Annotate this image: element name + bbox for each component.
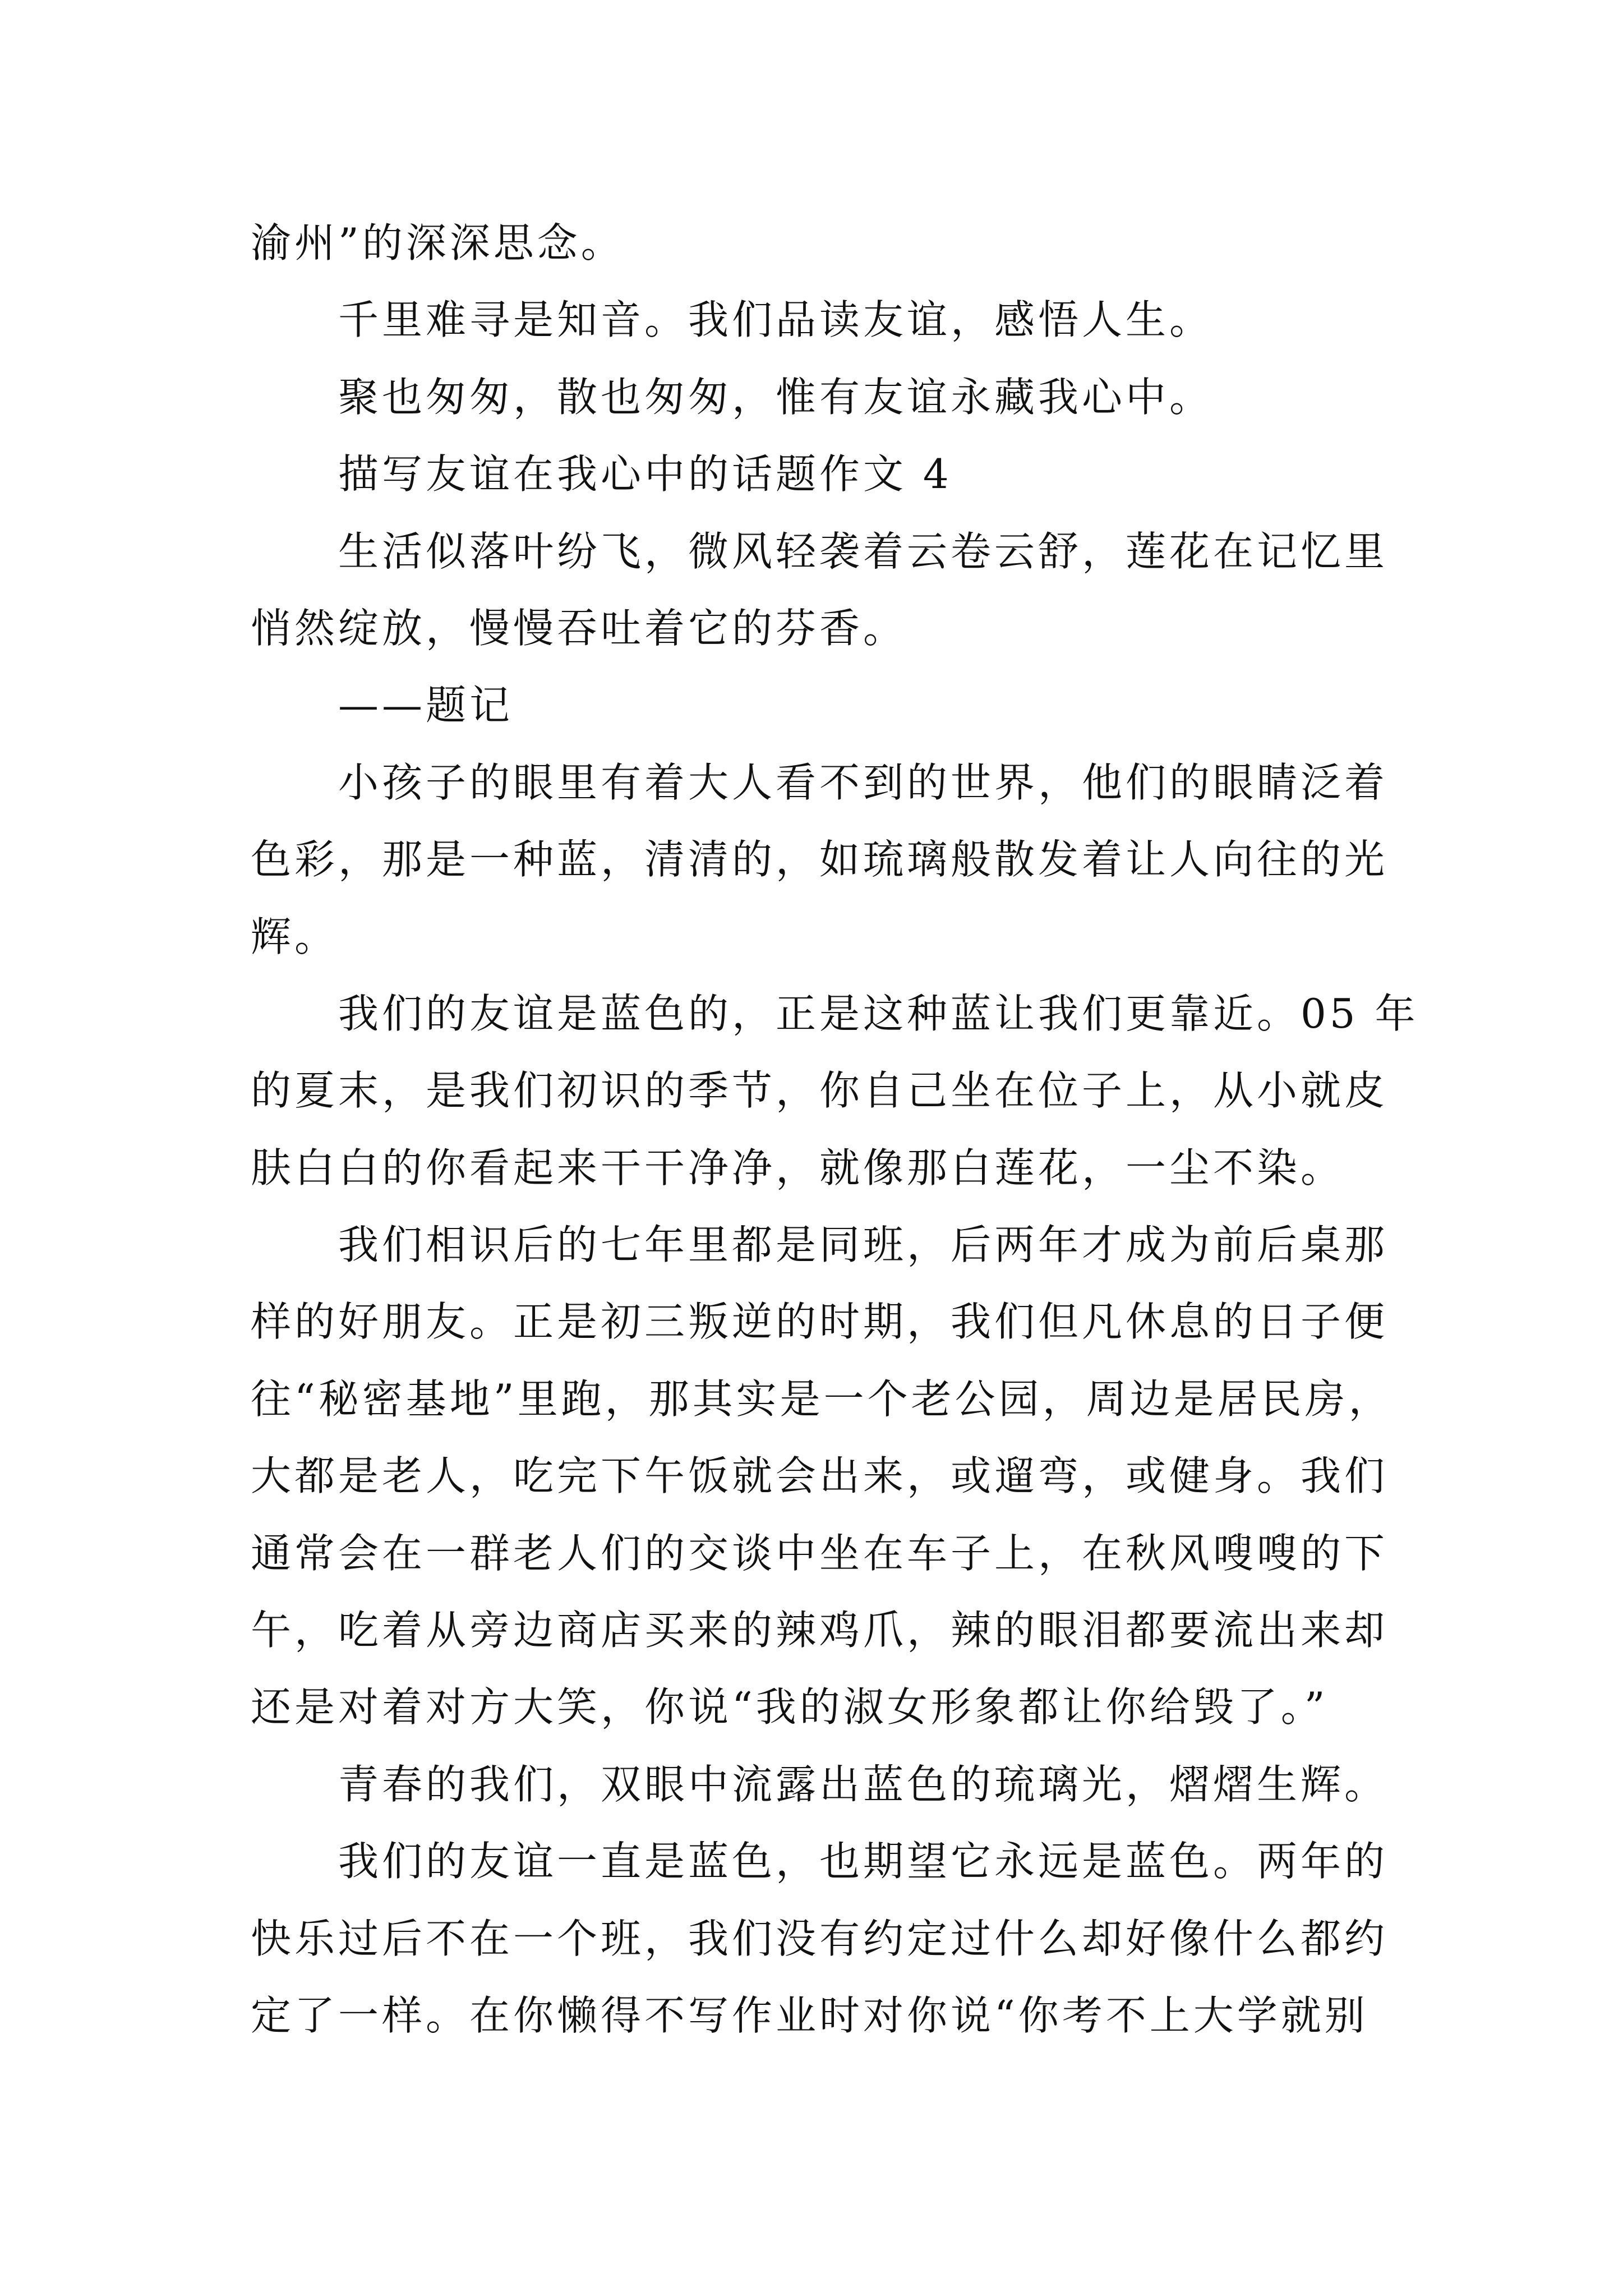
text-line: 往“秘密基地”里跑，那其实是一个老公园，周边是居民房， <box>251 1375 1393 1423</box>
text-line: 快乐过后不在一个班，我们没有约定过什么却好像什么都约 <box>251 1915 1389 1962</box>
text-line: 定了一样。在你懒得不写作业时对你说“你考不上大学就别 <box>251 1991 1368 2039</box>
text-line: 千里难寻是知音。我们品读友谊，感悟人生。 <box>338 296 1214 344</box>
text-line: 还是对着对方大笑，你说“我的淑女形象都让你给毁了。” <box>251 1683 1329 1731</box>
text-line: 聚也匆匆，散也匆匆，惟有友谊永藏我心中。 <box>338 373 1214 421</box>
text-line: 样的好朋友。正是初三叛逆的时期，我们但凡休息的日子便 <box>251 1298 1389 1346</box>
text-line: 渝州”的深深思念。 <box>251 219 625 266</box>
epigraph-attribution: ——题记 <box>338 682 514 729</box>
text-line: 悄然绽放，慢慢吞吐着它的芬香。 <box>251 604 907 652</box>
text-line: 大都是老人，吃完下午饭就会出来，或遛弯，或健身。我们 <box>251 1452 1389 1500</box>
text-line: 通常会在一群老人们的交谈中坐在车子上，在秋风嗖嗖的下 <box>251 1529 1389 1577</box>
body-text <box>251 205 1484 2054</box>
text-line: 我们的友谊是蓝色的，正是这种蓝让我们更靠近。05 年 <box>338 990 1419 1037</box>
text-line: 肤白白的你看起来干干净净，就像那白莲花，一尘不染。 <box>251 1144 1345 1191</box>
text-line: 辉。 <box>251 913 339 960</box>
text-line: 我们相识后的七年里都是同班，后两年才成为前后桌那 <box>338 1221 1389 1269</box>
text-line: 的夏末，是我们初识的季节，你自己坐在位子上，从小就皮 <box>251 1067 1389 1115</box>
text-line: 生活似落叶纷飞，微风轻袭着云卷云舒，莲花在记忆里 <box>338 527 1389 575</box>
text-line: 色彩，那是一种蓝，清清的，如琉璃般散发着让人向往的光 <box>251 836 1389 884</box>
text-line: 小孩子的眼里有着大人看不到的世界，他们的眼睛泛着 <box>338 758 1389 806</box>
text-line: 青春的我们，双眼中流露出蓝色的琉璃光，熠熠生辉。 <box>338 1760 1389 1808</box>
text-line: 我们的友谊一直是蓝色，也期望它永远是蓝色。两年的 <box>338 1838 1389 1885</box>
text-line: 午，吃着从旁边商店买来的辣鸡爪，辣的眼泪都要流出来却 <box>251 1607 1389 1654</box>
section-heading: 描写友谊在我心中的话题作文 4 <box>338 450 952 498</box>
